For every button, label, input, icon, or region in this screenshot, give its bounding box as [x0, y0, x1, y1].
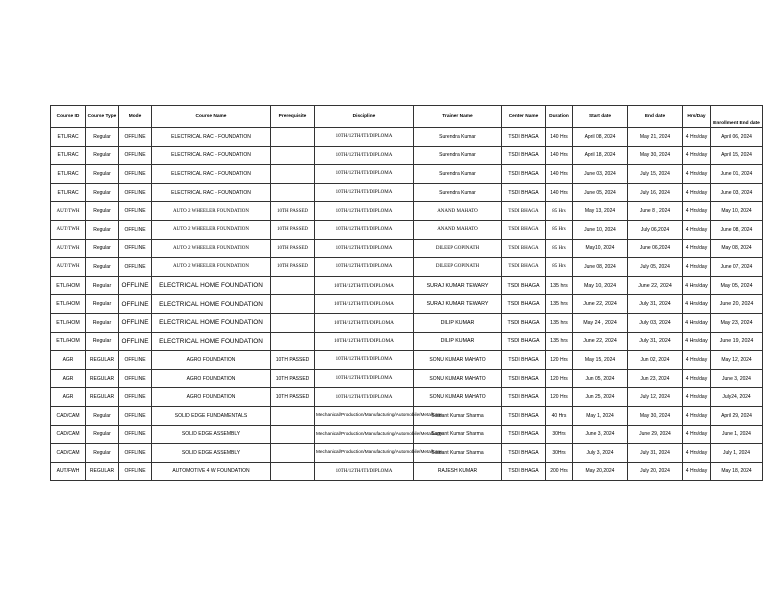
trainer-name-cell: Sumant Kumar Sharma [414, 425, 502, 444]
center-name-cell: TSDI BHAGA [502, 258, 546, 277]
table-row [51, 313, 763, 332]
center-name-cell: TSDI BHAGA [502, 239, 546, 258]
prerequisite-cell [271, 444, 315, 463]
enrollment-end-date-cell: April 06, 2024 [711, 128, 763, 147]
course-name-cell: SOLID EDGE ASSEMBLY [152, 425, 271, 444]
mode-cell: OFFLINE [119, 295, 152, 314]
center-name-cell: TSDI BHAGA [502, 202, 546, 221]
center-name-cell: TSDI BHAGA [502, 313, 546, 332]
course-type-cell: Regular [86, 183, 119, 202]
discipline-cell: 10TH/12TH/ITI/DIPLOMA [315, 202, 414, 221]
mode-cell: OFFLINE [119, 444, 152, 463]
prerequisite-cell [271, 128, 315, 147]
course-type-cell: REGULAR [86, 369, 119, 388]
course-name-cell: AUTOMOTIVE 4 W FOUNDATION [152, 462, 271, 481]
end-date-cell: June 8 , 2024 [628, 202, 683, 221]
column-header: Mode [119, 106, 152, 128]
table-row [51, 128, 763, 147]
prerequisite-cell [271, 146, 315, 165]
duration-cell: 120 Hrs [546, 351, 573, 370]
course-id-cell: ETL/HOM [51, 276, 86, 295]
enrollment-end-date-cell: April 29, 2024 [711, 406, 763, 425]
center-name-cell: TSDI BHAGA [502, 183, 546, 202]
center-name-cell: TSDI BHAGA [502, 165, 546, 184]
table-row [51, 462, 763, 481]
course-type-cell: REGULAR [86, 388, 119, 407]
enrollment-end-date-cell: June 03, 2024 [711, 183, 763, 202]
duration-cell: 30Hrs [546, 425, 573, 444]
center-name-cell: TSDI BHAGA [502, 369, 546, 388]
mode-cell: OFFLINE [119, 220, 152, 239]
table-row [51, 369, 763, 388]
discipline-cell: 10TH/12TH/ITI/DIPLOMA [315, 146, 414, 165]
course-type-cell: Regular [86, 313, 119, 332]
enrollment-end-date-cell: June 01, 2024 [711, 165, 763, 184]
end-date-cell: May 30, 2024 [628, 146, 683, 165]
prerequisite-cell [271, 165, 315, 184]
prerequisite-cell: 10TH PASSED [271, 351, 315, 370]
end-date-cell: July 31, 2024 [628, 444, 683, 463]
course-type-cell: Regular [86, 146, 119, 165]
enrollment-end-date-cell: May 10, 2024 [711, 202, 763, 221]
course-schedule-table [50, 105, 763, 481]
hrs-per-day-cell: 4 Hrs/day [683, 220, 711, 239]
mode-cell: OFFLINE [119, 128, 152, 147]
course-name-cell: AUTO 2 WHEELER FOUNDATION [152, 220, 271, 239]
end-date-cell: July 03, 2024 [628, 313, 683, 332]
trainer-name-cell: RAJESH KUMAR [414, 462, 502, 481]
course-id-cell: AGR [51, 388, 86, 407]
trainer-name-cell: Surendra Kumar [414, 165, 502, 184]
enrollment-end-date-cell: June 1, 2024 [711, 425, 763, 444]
prerequisite-cell [271, 332, 315, 351]
course-name-cell: ELECTRICAL HOME FOUNDATION [152, 295, 271, 314]
trainer-name-cell: Surendra Kumar [414, 183, 502, 202]
table-row [51, 276, 763, 295]
duration-cell: 135 hrs [546, 295, 573, 314]
duration-cell: 85 Hrs [546, 239, 573, 258]
start-date-cell: May 20,2024 [573, 462, 628, 481]
course-id-cell: AUT/FWH [51, 462, 86, 481]
course-id-cell: ETL/HOM [51, 332, 86, 351]
mode-cell: OFFLINE [119, 165, 152, 184]
hrs-per-day-cell: 4 Hrs/day [683, 146, 711, 165]
course-id-cell: ETL/HOM [51, 295, 86, 314]
enrollment-end-date-cell: April 15, 2024 [711, 146, 763, 165]
mode-cell: OFFLINE [119, 406, 152, 425]
discipline-cell: Mechanical/Production/Manufacturing/Automobile/Metallurgy [315, 406, 414, 425]
discipline-cell: 10TH/12TH/ITI/DIPLOMA [315, 220, 414, 239]
start-date-cell: June 05, 2024 [573, 183, 628, 202]
enrollment-end-date-cell: June 07, 2024 [711, 258, 763, 277]
trainer-name-cell: DILIP KUMAR [414, 313, 502, 332]
course-type-cell: Regular [86, 276, 119, 295]
discipline-cell: 10TH/12TH/ITI/DIPLOMA [315, 351, 414, 370]
discipline-cell: Mechanical/Production/Manufacturing/Automobile/Metallurgy [315, 444, 414, 463]
trainer-name-cell: Sumant Kumar Sharma [414, 444, 502, 463]
trainer-name-cell: DILEEP GOPINATH [414, 239, 502, 258]
course-name-cell: SOLID EDGE FUNDAMENTALS [152, 406, 271, 425]
course-type-cell: Regular [86, 128, 119, 147]
enrollment-end-date-cell: June 20, 2024 [711, 295, 763, 314]
table-row [51, 406, 763, 425]
table-row [51, 444, 763, 463]
course-type-cell: REGULAR [86, 462, 119, 481]
duration-cell: 200 Hrs [546, 462, 573, 481]
course-name-cell: ELECTRICAL HOME FOUNDATION [152, 332, 271, 351]
enrollment-end-date-cell: May 18, 2024 [711, 462, 763, 481]
trainer-name-cell: Surendra Kumar [414, 146, 502, 165]
duration-cell: 85 Hrs [546, 220, 573, 239]
end-date-cell: July 06,2024 [628, 220, 683, 239]
prerequisite-cell: 10TH PASSED [271, 220, 315, 239]
enrollment-end-date-cell: May 12, 2024 [711, 351, 763, 370]
course-id-cell: AUT/TWH [51, 258, 86, 277]
hrs-per-day-cell: 4 Hrs/day [683, 165, 711, 184]
duration-cell: 85 Hrs [546, 202, 573, 221]
table-row [51, 351, 763, 370]
prerequisite-cell: 10TH PASSED [271, 388, 315, 407]
column-header: Discipline [315, 106, 414, 128]
column-header: Course ID [51, 106, 86, 128]
table-row [51, 239, 763, 258]
hrs-per-day-cell: 4 Hrs/day [683, 462, 711, 481]
prerequisite-cell [271, 462, 315, 481]
start-date-cell: May10, 2024 [573, 239, 628, 258]
table-row [51, 425, 763, 444]
prerequisite-cell [271, 406, 315, 425]
course-id-cell: CAD/CAM [51, 406, 86, 425]
enrollment-end-date-cell: July 1, 2024 [711, 444, 763, 463]
mode-cell: OFFLINE [119, 239, 152, 258]
mode-cell: OFFLINE [119, 258, 152, 277]
table-body [51, 128, 763, 481]
table-row [51, 165, 763, 184]
course-type-cell: Regular [86, 220, 119, 239]
column-header: Prerequisite [271, 106, 315, 128]
trainer-name-cell: SONU KUMAR MAHATO [414, 369, 502, 388]
course-id-cell: AUT/TWH [51, 220, 86, 239]
discipline-cell: 10TH/12TH/ITI/DIPLOMA [315, 165, 414, 184]
duration-cell: 140 Hrs [546, 146, 573, 165]
end-date-cell: July 15, 2024 [628, 165, 683, 184]
enrollment-end-date-cell: July24, 2024 [711, 388, 763, 407]
center-name-cell: TSDI BHAGA [502, 351, 546, 370]
course-id-cell: ETL/RAC [51, 165, 86, 184]
trainer-name-cell: Surendra Kumar [414, 128, 502, 147]
prerequisite-cell [271, 183, 315, 202]
start-date-cell: Jun 25, 2024 [573, 388, 628, 407]
duration-cell: 120 Hrs [546, 388, 573, 407]
column-header: End date [628, 106, 683, 128]
mode-cell: OFFLINE [119, 183, 152, 202]
hrs-per-day-cell: 4 Hrs/day [683, 239, 711, 258]
trainer-name-cell: SONU KUMAR MAHATO [414, 351, 502, 370]
prerequisite-cell: 10TH PASSED [271, 202, 315, 221]
mode-cell: OFFLINE [119, 425, 152, 444]
column-header: Hrs/Day [683, 106, 711, 128]
end-date-cell: Jun 02, 2024 [628, 351, 683, 370]
end-date-cell: July 16, 2024 [628, 183, 683, 202]
duration-cell: 135 hrs [546, 332, 573, 351]
center-name-cell: TSDI BHAGA [502, 462, 546, 481]
mode-cell: OFFLINE [119, 332, 152, 351]
course-name-cell: ELECTRICAL RAC - FOUNDATION [152, 165, 271, 184]
end-date-cell: July 05, 2024 [628, 258, 683, 277]
start-date-cell: June 3, 2024 [573, 425, 628, 444]
start-date-cell: May 10, 2024 [573, 276, 628, 295]
enrollment-end-date-cell: June 08, 2024 [711, 220, 763, 239]
course-type-cell: Regular [86, 406, 119, 425]
trainer-name-cell: ANAND MAHATO [414, 220, 502, 239]
mode-cell: OFFLINE [119, 202, 152, 221]
enrollment-end-date-cell: May 23, 2024 [711, 313, 763, 332]
mode-cell: OFFLINE [119, 369, 152, 388]
trainer-name-cell: Sumant Kumar Sharma [414, 406, 502, 425]
center-name-cell: TSDI BHAGA [502, 444, 546, 463]
table-row [51, 295, 763, 314]
prerequisite-cell [271, 313, 315, 332]
end-date-cell: May 30, 2024 [628, 406, 683, 425]
trainer-name-cell: SURAJ KUMAR TEWARY [414, 276, 502, 295]
hrs-per-day-cell: 4 Hrs/day [683, 425, 711, 444]
end-date-cell: Jun 23, 2024 [628, 369, 683, 388]
course-type-cell: Regular [86, 425, 119, 444]
hrs-per-day-cell: 4 Hrs/day [683, 183, 711, 202]
start-date-cell: May 15, 2024 [573, 351, 628, 370]
start-date-cell: May 13, 2024 [573, 202, 628, 221]
center-name-cell: TSDI BHAGA [502, 276, 546, 295]
column-header: Center Name [502, 106, 546, 128]
duration-cell: 140 Hrs [546, 183, 573, 202]
table-row [51, 146, 763, 165]
trainer-name-cell: DILIP KUMAR [414, 332, 502, 351]
discipline-cell: 10TH/12TH/ITI/DIPLOMA [315, 258, 414, 277]
course-type-cell: Regular [86, 239, 119, 258]
discipline-cell: 10TH/12TH/ITI/DIPLOMA [315, 276, 414, 295]
start-date-cell: July 3, 2024 [573, 444, 628, 463]
center-name-cell: TSDI BHAGA [502, 425, 546, 444]
discipline-cell: 10TH/12TH/ITI/DIPLOMA [315, 388, 414, 407]
course-type-cell: Regular [86, 444, 119, 463]
discipline-cell: 10TH/12TH/ITI/DIPLOMA [315, 239, 414, 258]
trainer-name-cell: DILEEP GOPINATH [414, 258, 502, 277]
enrollment-end-date-cell: May 05, 2024 [711, 276, 763, 295]
course-type-cell: Regular [86, 295, 119, 314]
prerequisite-cell [271, 295, 315, 314]
course-name-cell: AUTO 2 WHEELER FOUNDATION [152, 258, 271, 277]
course-id-cell: ETL/RAC [51, 146, 86, 165]
table-row [51, 388, 763, 407]
table-row [51, 202, 763, 221]
course-id-cell: AUT/TWH [51, 202, 86, 221]
prerequisite-cell: 10TH PASSED [271, 258, 315, 277]
course-id-cell: ETL/HOM [51, 313, 86, 332]
trainer-name-cell: SURAJ KUMAR TEWARY [414, 295, 502, 314]
discipline-cell: 10TH/12TH/ITI/DIPLOMA [315, 369, 414, 388]
column-header: Trainer Name [414, 106, 502, 128]
trainer-name-cell: ANAND MAHATO [414, 202, 502, 221]
end-date-cell: July 31, 2024 [628, 295, 683, 314]
start-date-cell: April 18, 2024 [573, 146, 628, 165]
enrollment-end-date-cell: June 3, 2024 [711, 369, 763, 388]
course-id-cell: AUT/TWH [51, 239, 86, 258]
mode-cell: OFFLINE [119, 313, 152, 332]
column-header: Course Type [86, 106, 119, 128]
course-name-cell: ELECTRICAL HOME FOUNDATION [152, 313, 271, 332]
duration-cell: 120 Hrs [546, 369, 573, 388]
center-name-cell: TSDI BHAGA [502, 406, 546, 425]
column-header: Course Name [152, 106, 271, 128]
course-type-cell: REGULAR [86, 351, 119, 370]
course-name-cell: SOLID EDGE ASSEMBLY [152, 444, 271, 463]
column-header: Enrollment End date [711, 106, 763, 128]
duration-cell: 30Hrs [546, 444, 573, 463]
discipline-cell: 10TH/12TH/ITI/DIPLOMA [315, 295, 414, 314]
discipline-cell: 10TH/12TH/ITI/DIPLOMA [315, 313, 414, 332]
discipline-cell: 10TH/12TH/ITI/DIPLOMA [315, 332, 414, 351]
course-type-cell: Regular [86, 165, 119, 184]
end-date-cell: June 06,2024 [628, 239, 683, 258]
prerequisite-cell [271, 276, 315, 295]
hrs-per-day-cell: 4 Hrs/day [683, 351, 711, 370]
discipline-cell: 10TH/12TH/ITI/DIPLOMA [315, 128, 414, 147]
prerequisite-cell: 10TH PASSED [271, 239, 315, 258]
course-id-cell: AGR [51, 351, 86, 370]
mode-cell: OFFLINE [119, 351, 152, 370]
course-name-cell: ELECTRICAL RAC - FOUNDATION [152, 128, 271, 147]
course-name-cell: ELECTRICAL RAC - FOUNDATION [152, 183, 271, 202]
end-date-cell: May 21, 2024 [628, 128, 683, 147]
duration-cell: 40 Hrs [546, 406, 573, 425]
enrollment-end-date-cell: May 08, 2024 [711, 239, 763, 258]
duration-cell: 135 hrs [546, 313, 573, 332]
course-id-cell: ETL/RAC [51, 183, 86, 202]
mode-cell: OFFLINE [119, 462, 152, 481]
hrs-per-day-cell: 4 Hrs/day [683, 295, 711, 314]
hrs-per-day-cell: 4 Hrs/day [683, 444, 711, 463]
table-row [51, 220, 763, 239]
column-header: Duration [546, 106, 573, 128]
center-name-cell: TSDI BHAGA [502, 332, 546, 351]
start-date-cell: June 22, 2024 [573, 332, 628, 351]
hrs-per-day-cell: 4 Hrs/day [683, 313, 711, 332]
course-name-cell: AUTO 2 WHEELER FOUNDATION [152, 202, 271, 221]
course-id-cell: AGR [51, 369, 86, 388]
end-date-cell: June 22, 2024 [628, 276, 683, 295]
course-type-cell: Regular [86, 258, 119, 277]
start-date-cell: Jun 05, 2024 [573, 369, 628, 388]
hrs-per-day-cell: 4 Hrs/day [683, 202, 711, 221]
discipline-cell: 10TH/12TH/ITI/DIPLOMA [315, 183, 414, 202]
start-date-cell: June 08, 2024 [573, 258, 628, 277]
course-type-cell: Regular [86, 202, 119, 221]
table-row [51, 183, 763, 202]
course-name-cell: AUTO 2 WHEELER FOUNDATION [152, 239, 271, 258]
start-date-cell: June 22, 2024 [573, 295, 628, 314]
center-name-cell: TSDI BHAGA [502, 220, 546, 239]
mode-cell: OFFLINE [119, 388, 152, 407]
duration-cell: 135 hrs [546, 276, 573, 295]
course-name-cell: ELECTRICAL RAC - FOUNDATION [152, 146, 271, 165]
hrs-per-day-cell: 4 Hrs/day [683, 128, 711, 147]
hrs-per-day-cell: 4 Hrs/day [683, 369, 711, 388]
end-date-cell: July 12, 2024 [628, 388, 683, 407]
hrs-per-day-cell: 4 Hrs/day [683, 276, 711, 295]
center-name-cell: TSDI BHAGA [502, 146, 546, 165]
table-row [51, 332, 763, 351]
trainer-name-cell: SONU KUMAR MAHATO [414, 388, 502, 407]
end-date-cell: June 29, 2024 [628, 425, 683, 444]
table-header-row [51, 106, 763, 128]
hrs-per-day-cell: 4 Hrs/day [683, 388, 711, 407]
course-name-cell: AGRO FOUNDATION [152, 369, 271, 388]
table-row [51, 258, 763, 277]
duration-cell: 140 Hrs [546, 165, 573, 184]
hrs-per-day-cell: 4 Hrs/day [683, 258, 711, 277]
discipline-cell: Mechanical/Production/Manufacturing/Automobile/Metallurgy [315, 425, 414, 444]
mode-cell: OFFLINE [119, 276, 152, 295]
course-type-cell: Regular [86, 332, 119, 351]
prerequisite-cell [271, 425, 315, 444]
discipline-cell: 10TH/12TH/ITI/DIPLOMA [315, 462, 414, 481]
center-name-cell: TSDI BHAGA [502, 295, 546, 314]
start-date-cell: May 1, 2024 [573, 406, 628, 425]
end-date-cell: July 31, 2024 [628, 332, 683, 351]
course-id-cell: CAD/CAM [51, 425, 86, 444]
column-header: Start date [573, 106, 628, 128]
end-date-cell: July 20, 2024 [628, 462, 683, 481]
duration-cell: 140 Hrs [546, 128, 573, 147]
hrs-per-day-cell: 4 Hrs/day [683, 332, 711, 351]
course-name-cell: ELECTRICAL HOME FOUNDATION [152, 276, 271, 295]
duration-cell: 85 Hrs [546, 258, 573, 277]
start-date-cell: April 08, 2024 [573, 128, 628, 147]
prerequisite-cell: 10TH PASSED [271, 369, 315, 388]
enrollment-end-date-cell: June 19, 2024 [711, 332, 763, 351]
start-date-cell: June 10, 2024 [573, 220, 628, 239]
start-date-cell: June 03, 2024 [573, 165, 628, 184]
center-name-cell: TSDI BHAGA [502, 388, 546, 407]
hrs-per-day-cell: 4 Hrs/day [683, 406, 711, 425]
mode-cell: OFFLINE [119, 146, 152, 165]
course-name-cell: AGRO FOUNDATION [152, 388, 271, 407]
center-name-cell: TSDI BHAGA [502, 128, 546, 147]
course-name-cell: AGRO FOUNDATION [152, 351, 271, 370]
course-id-cell: CAD/CAM [51, 444, 86, 463]
start-date-cell: May 24 , 2024 [573, 313, 628, 332]
course-id-cell: ETL/RAC [51, 128, 86, 147]
